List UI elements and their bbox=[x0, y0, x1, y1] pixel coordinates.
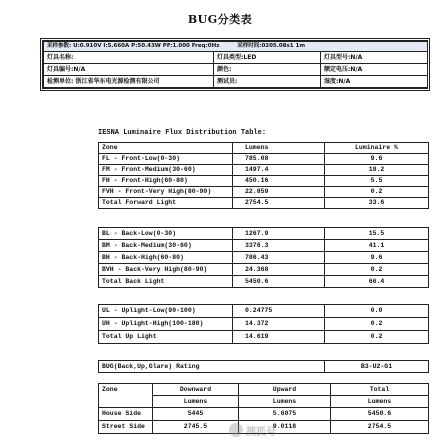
table-header-row bbox=[99, 384, 429, 396]
total-row bbox=[99, 198, 429, 209]
lumens-cell: 14.372 bbox=[233, 318, 325, 331]
side-lumens-table bbox=[98, 383, 429, 434]
table-header-row bbox=[99, 143, 429, 154]
bug-rating-row bbox=[99, 361, 429, 373]
params-cell bbox=[44, 42, 428, 52]
lumens-cell: 0.24775 bbox=[233, 305, 325, 318]
time-value: 0205.08s1 1m bbox=[261, 43, 306, 49]
zone-cell: BL - Back-Low(0-30) bbox=[99, 228, 233, 240]
info-cell: 湿度:N/A bbox=[321, 76, 428, 88]
info-cell: 灯具编号:N/A bbox=[44, 64, 214, 76]
table-row bbox=[99, 187, 429, 198]
percent-cell: 9.6 bbox=[325, 154, 429, 165]
info-table bbox=[43, 41, 428, 88]
zone-cell: FVH - Front-Very High(80-90) bbox=[99, 187, 233, 198]
info-cell: 额定电压:N/A bbox=[321, 64, 428, 76]
page-title: BUG分类表 bbox=[187, 13, 253, 26]
info-cell: 检测单位: 浙江省华东电光源检测有限公司 bbox=[44, 76, 214, 88]
info-cell: 灯具名称: bbox=[44, 52, 214, 64]
lumens-cell: 2754.5 bbox=[233, 198, 325, 209]
zone-cell: BH - Back-High(60-80) bbox=[99, 252, 233, 264]
back-light-table bbox=[98, 227, 429, 288]
percent-cell: 9.6 bbox=[325, 252, 429, 264]
table-row bbox=[99, 165, 429, 176]
total-cell: 2754.5 bbox=[331, 421, 429, 434]
zone-cell: UL - Uplight-Low(90-100) bbox=[99, 305, 233, 318]
total-row bbox=[99, 331, 429, 344]
info-cell: 颜色: bbox=[214, 64, 321, 76]
info-row bbox=[44, 76, 428, 88]
zone-cell: UH - Uplight-High(100-180) bbox=[99, 318, 233, 331]
zone-cell: FH - Front-High(60-80) bbox=[99, 176, 233, 187]
table-row bbox=[99, 252, 429, 264]
zone-cell: House Side bbox=[99, 408, 153, 421]
percent-cell: 41.1 bbox=[325, 240, 429, 252]
table-row bbox=[99, 264, 429, 276]
table-row bbox=[99, 305, 429, 318]
total-row bbox=[99, 276, 429, 288]
lumens-cell: 14.619 bbox=[233, 331, 325, 344]
zone-header: Zone bbox=[99, 384, 153, 408]
table-row bbox=[99, 421, 429, 434]
percent-cell: 33.6 bbox=[325, 198, 429, 209]
zone-cell: BVH - Back-Very High(80-90) bbox=[99, 264, 233, 276]
bug-rating-value: B3-U2-G1 bbox=[325, 361, 429, 373]
info-row bbox=[44, 64, 428, 76]
percent-cell: 0.2 bbox=[325, 318, 429, 331]
downward-cell: 5445 bbox=[153, 408, 239, 421]
zone-cell: Total Up Light bbox=[99, 331, 233, 344]
lumens-cell: 24.368 bbox=[233, 264, 325, 276]
downward-cell: 2745.5 bbox=[153, 421, 239, 434]
table-row bbox=[99, 154, 429, 165]
info-row bbox=[44, 52, 428, 64]
percent-cell: 66.4 bbox=[325, 276, 429, 288]
info-panel bbox=[40, 38, 430, 91]
zone-cell: Total Back Light bbox=[99, 276, 233, 288]
zone-cell: FM - Front-Medium(30-60) bbox=[99, 165, 233, 176]
time-label: 采样时间: bbox=[237, 43, 262, 49]
percent-cell: 0.2 bbox=[325, 331, 429, 344]
lumens-cell: 5450.6 bbox=[233, 276, 325, 288]
lumens-header: Lumens bbox=[233, 143, 325, 154]
info-cell: 测试员: bbox=[214, 76, 321, 88]
info-cell: 灯具类型:LED bbox=[214, 52, 321, 64]
info-cell: 灯具型号:N/A bbox=[321, 52, 428, 64]
lumens-cell: 3376.3 bbox=[233, 240, 325, 252]
upward-cell: 5.6075 bbox=[239, 408, 331, 421]
percent-cell: 0.2 bbox=[325, 187, 429, 198]
downward-unit: Lumens bbox=[153, 396, 239, 408]
zone-cell: BM - Back-Medium(30-60) bbox=[99, 240, 233, 252]
up-light-table bbox=[98, 304, 429, 344]
total-cell: 5450.6 bbox=[331, 408, 429, 421]
table-row bbox=[99, 176, 429, 187]
table-row bbox=[99, 318, 429, 331]
percent-cell: 0.0 bbox=[325, 305, 429, 318]
table-row bbox=[99, 228, 429, 240]
lumens-cell: 22.859 bbox=[233, 187, 325, 198]
params-label: 采样参数: bbox=[47, 43, 72, 49]
forward-light-table bbox=[98, 142, 429, 209]
percent-cell: 15.5 bbox=[325, 228, 429, 240]
downward-header: Downward bbox=[153, 384, 239, 396]
zone-cell: FL - Front-Low(0-30) bbox=[99, 154, 233, 165]
table-row bbox=[99, 240, 429, 252]
params-value: U:0.910V I:5.660A P:50.43W PF:1.000 Freq:0Hz bbox=[73, 43, 220, 49]
lumens-cell: 450.16 bbox=[233, 176, 325, 187]
zone-cell: Total Forward Light bbox=[99, 198, 233, 209]
percent-header: Luminaire % bbox=[325, 143, 429, 154]
table-row bbox=[99, 408, 429, 421]
zone-cell: Street Side bbox=[99, 421, 153, 434]
upward-cell: 9.0118 bbox=[239, 421, 331, 434]
zone-header: Zone bbox=[99, 143, 233, 154]
lumens-cell: 786.43 bbox=[233, 252, 325, 264]
bug-rating-table bbox=[98, 360, 429, 373]
lumens-cell: 785.08 bbox=[233, 154, 325, 165]
flux-table-caption: IESNA Luminaire Flux Distribution Table: bbox=[98, 129, 267, 137]
upward-unit: Lumens bbox=[239, 396, 331, 408]
bug-rating-label: BUG(Back,Up,Glare) Rating bbox=[99, 361, 325, 373]
percent-cell: 5.5 bbox=[325, 176, 429, 187]
total-unit: Lumens bbox=[331, 396, 429, 408]
percent-cell: 0.2 bbox=[325, 264, 429, 276]
total-header: Total bbox=[331, 384, 429, 396]
percent-cell: 18.2 bbox=[325, 165, 429, 176]
params-row bbox=[44, 42, 428, 52]
lumens-cell: 1497.4 bbox=[233, 165, 325, 176]
watermark-text: 搜狐号 bbox=[246, 426, 276, 438]
upward-header: Upward bbox=[239, 384, 331, 396]
lumens-cell: 1267.9 bbox=[233, 228, 325, 240]
